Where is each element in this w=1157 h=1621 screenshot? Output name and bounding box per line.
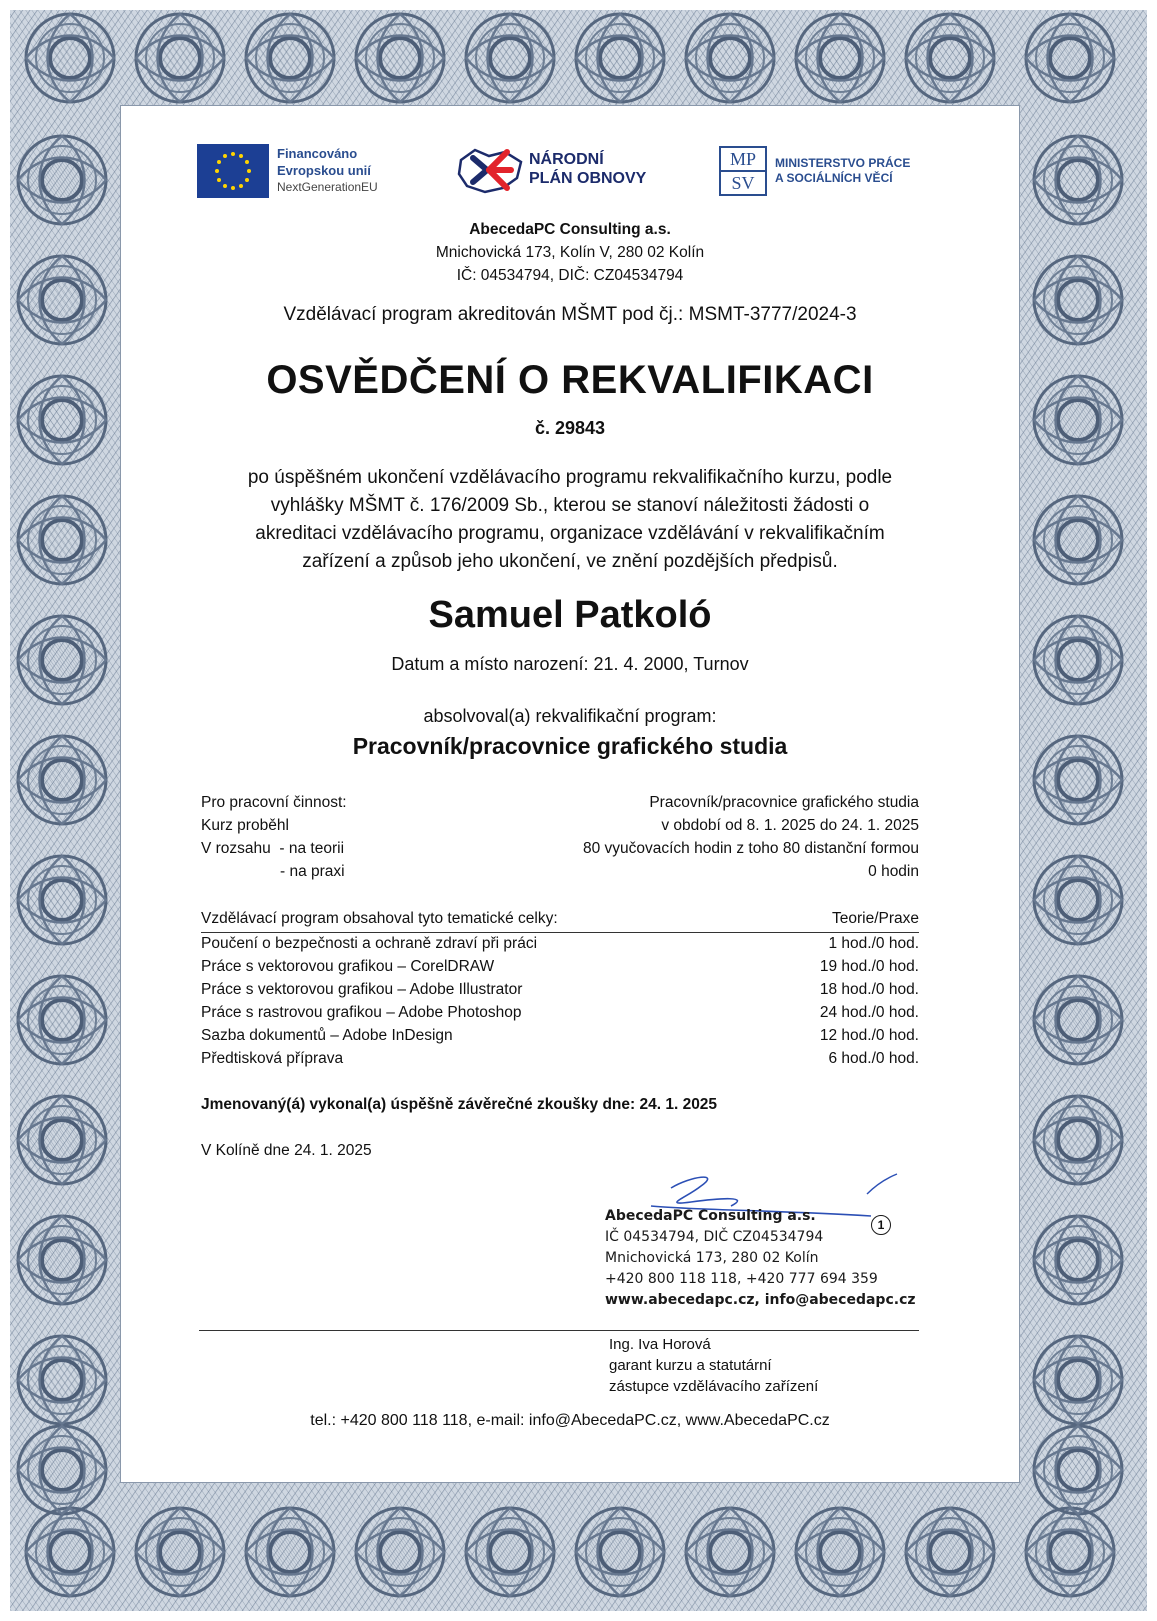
eu-line1: Financováno xyxy=(277,146,358,161)
eu-line3: NextGenerationEU xyxy=(277,180,378,194)
signatory-role2: zástupce vzdělávacího zařízení xyxy=(609,1378,819,1395)
detail-row xyxy=(201,861,919,883)
intro-line1: po úspěšném ukončení vzdělávacího programu rekvalifikačního kurzu, podle xyxy=(247,467,893,488)
detail-label: Pro pracovní činnost: xyxy=(201,794,347,811)
topic-name: Práce s vektorovou grafikou – Adobe Illustrator xyxy=(201,981,523,998)
detail-label: Kurz proběhl xyxy=(201,817,289,834)
table-row xyxy=(201,933,919,955)
eu-line2: Evropskou unií xyxy=(277,163,371,178)
topic-name: Práce s rastrovou grafikou – Adobe Photoshop xyxy=(201,1004,522,1021)
topic-hours: 19 hod./0 hod. xyxy=(819,958,919,975)
npo-mark-icon xyxy=(455,142,525,200)
intro-line2: vyhlášky MŠMT č. 176/2009 Sb., kterou se stanoví náležitosti žádosti o xyxy=(270,495,870,516)
topic-hours: 12 hod./0 hod. xyxy=(819,1027,919,1044)
mpsv-logo xyxy=(719,146,929,200)
signature-divider xyxy=(199,1330,919,1331)
detail-value: 0 hodin xyxy=(868,863,919,880)
issuer-block xyxy=(121,218,1019,287)
stamp-line5: www.abecedapc.cz, info@abecedapc.cz xyxy=(605,1292,916,1308)
stamp-number-badge: 1 xyxy=(871,1215,891,1235)
stamp-line2: IČ 04534794, DIČ CZ04534794 xyxy=(605,1229,824,1245)
topics-header-label: Vzdělávací program obsahoval tyto tematické celky: xyxy=(201,910,558,927)
stamp-line3: Mnichovická 173, 280 02 Kolín xyxy=(605,1250,819,1266)
certificate-title: OSVĚDČENÍ O REKVALIFIKACI xyxy=(266,358,874,402)
stamp-line1: AbecedaPC Consulting a.s. xyxy=(605,1208,816,1224)
detail-value: v období od 8. 1. 2025 do 24. 1. 2025 xyxy=(661,817,919,834)
signatory-name: Ing. Iva Horová xyxy=(609,1336,711,1353)
topic-name: Předtisková příprava xyxy=(201,1050,344,1067)
npo-logo xyxy=(455,142,665,202)
detail-value: 80 vyučovacích hodin z toho 80 distanční formou xyxy=(582,840,919,857)
table-row xyxy=(201,1002,919,1024)
topic-hours: 6 hod./0 hod. xyxy=(828,1050,919,1067)
eu-flag-icon xyxy=(197,144,269,198)
person-name: Samuel Patkoló xyxy=(428,594,712,636)
issuer-address: Mnichovická 173, Kolín V, 280 02 Kolín xyxy=(435,244,705,261)
detail-label: V rozsahu - na teorii xyxy=(201,840,345,857)
company-stamp xyxy=(605,1206,916,1311)
mpsv-line1: MINISTERSTVO PRÁCE xyxy=(775,156,911,170)
certificate-body xyxy=(121,106,1019,1482)
issuer-name: AbecedaPC Consulting a.s. xyxy=(469,221,671,238)
npo-line1: NÁRODNÍ xyxy=(529,151,604,168)
npo-line2: PLÁN OBNOVY xyxy=(529,170,647,187)
table-row xyxy=(201,1048,919,1070)
mpsv-mark1: MP xyxy=(721,148,765,172)
eu-logo xyxy=(197,143,393,199)
accreditation-text: Vzdělávací program akreditován MŠMT pod čj.: MSMT-3777/2024-3 xyxy=(283,304,857,325)
exam-statement: Jmenovaný(á) vykonal(a) úspěšně závěrečné zkoušky dne: 24. 1. 2025 xyxy=(201,1096,718,1113)
topics-header xyxy=(201,908,919,933)
table-row xyxy=(201,1025,919,1047)
table-row xyxy=(201,979,919,1001)
topic-name: Sazba dokumentů – Adobe InDesign xyxy=(201,1027,453,1044)
intro-line4: zařízení a způsob jeho ukončení, ve znění pozdějších předpisů. xyxy=(302,551,838,572)
footer-contacts: tel.: +420 800 118 118, e-mail: info@AbecedaPC.cz, www.AbecedaPC.cz xyxy=(310,1412,830,1429)
certificate-number: č. 29843 xyxy=(534,418,606,438)
completed-label: absolvoval(a) rekvalifikační program: xyxy=(423,706,717,726)
signatory-block xyxy=(609,1334,818,1397)
topic-hours: 1 hod./0 hod. xyxy=(828,935,919,952)
detail-row xyxy=(201,815,919,837)
stamp-line4: +420 800 118 118, +420 777 694 359 xyxy=(605,1271,878,1287)
mpsv-mark-icon xyxy=(719,146,767,196)
mpsv-mark2: SV xyxy=(731,173,755,193)
detail-label: - na praxi xyxy=(280,863,345,880)
topic-name: Práce s vektorovou grafikou – CorelDRAW xyxy=(201,958,495,975)
mpsv-line2: A SOCIÁLNÍCH VĚCÍ xyxy=(775,171,893,185)
topic-hours: 18 hod./0 hod. xyxy=(819,981,919,998)
intro-paragraph xyxy=(121,464,1019,576)
topic-name: Poučení o bezpečnosti a ochraně zdraví při práci xyxy=(201,935,538,952)
program-name: Pracovník/pracovnice grafického studia xyxy=(352,733,788,759)
place-date: V Kolíně dne 24. 1. 2025 xyxy=(201,1142,372,1159)
person-birth: Datum a místo narození: 21. 4. 2000, Turnov xyxy=(391,654,749,674)
detail-row xyxy=(201,838,919,860)
topic-hours: 24 hod./0 hod. xyxy=(819,1004,919,1021)
signatory-role1: garant kurzu a statutární xyxy=(609,1357,772,1374)
detail-value: Pracovník/pracovnice grafického studia xyxy=(649,794,919,811)
detail-row xyxy=(201,792,919,814)
issuer-ids: IČ: 04534794, DIČ: CZ04534794 xyxy=(456,267,684,284)
topics-header-value: Teorie/Praxe xyxy=(831,910,919,927)
intro-line3: akreditaci vzdělávacího programu, organizace vzdělávání v rekvalifikačním xyxy=(255,523,885,544)
table-row xyxy=(201,956,919,978)
